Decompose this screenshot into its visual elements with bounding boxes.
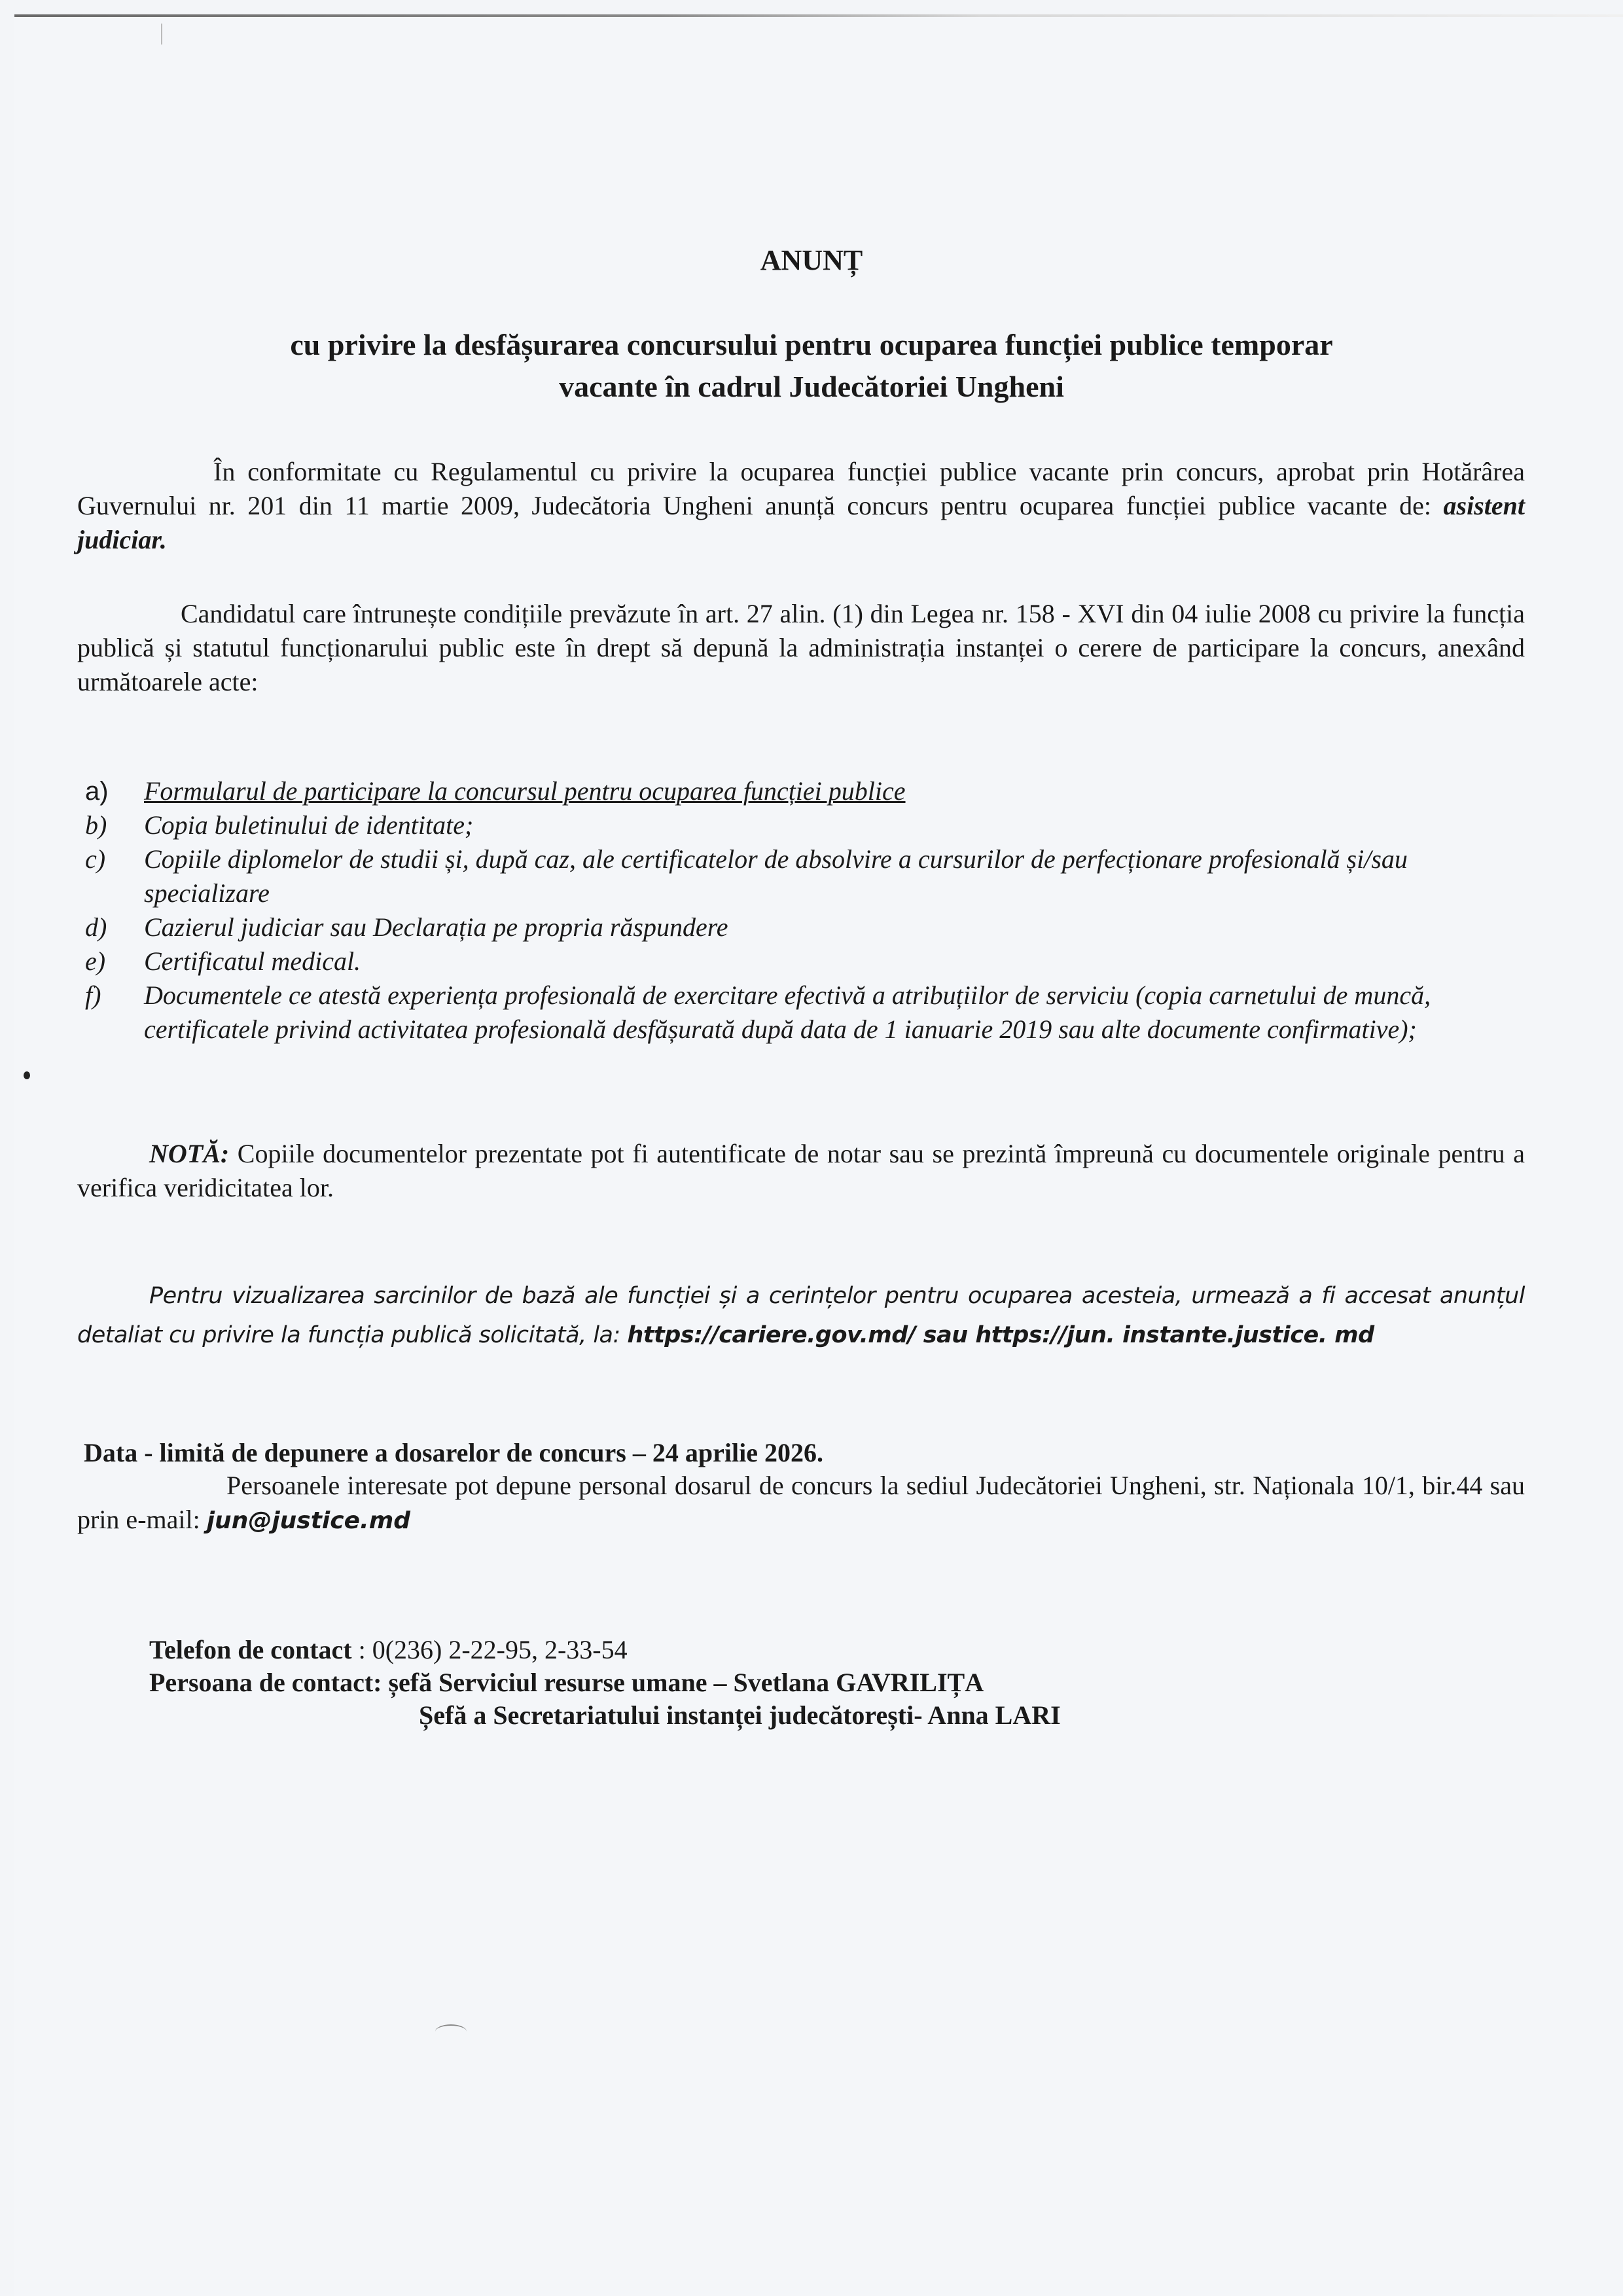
note-text: Copiile documentelor prezentate pot fi autentificate de notar sau se prezintă împreună cu documentele originale pentru a verifica veridicitatea lor. — [77, 1139, 1525, 1202]
participation-form-link[interactable]: Formularul de participare la concursul pentru ocuparea funcției publice — [144, 776, 906, 806]
list-marker: a) — [85, 777, 109, 806]
contact-phone — [149, 1634, 628, 1665]
scan-speck — [24, 1071, 30, 1079]
list-item-text: Copia buletinului de identitate; — [144, 810, 474, 840]
subtitle-line-2: vacante în cadrul Judecătoriei Ungheni — [559, 370, 1064, 403]
position-name: asistent judiciar. — [77, 491, 1525, 554]
list-item — [85, 978, 1525, 1047]
list-item — [85, 910, 1525, 944]
conditions-paragraph: Candidatul care întrunește condițiile prevăzute în art. 27 alin. (1) din Legea nr. 158 - XVI din 04 iulie 2008 cu privire la funcția publică și statutul funcționarului public este în drept să depună la administrația instanței o cerere de participare la concurs, anexând următoarele acte: — [77, 599, 1525, 696]
list-item-text: Certificatul medical. — [144, 946, 361, 976]
contact-label: Persoana de contact: — [149, 1668, 382, 1697]
scan-mark — [161, 24, 162, 45]
list-item — [85, 944, 1525, 978]
intro-paragraph — [77, 455, 1525, 557]
documents-list — [85, 774, 1525, 1047]
submission-text: Persoanele interesate pot depune personal dosarul de concurs la sediul Judecătoriei Ungheni, str. Naționala 10/1, bir.44 sau prin e-mail: — [77, 1471, 1525, 1534]
contact-person-1: șefă Serviciul resurse umane – Svetlana GAVRILIȚA — [382, 1668, 984, 1697]
jun-instante-link[interactable]: https://jun. instante.justice. md — [975, 1322, 1374, 1348]
subtitle-line-1: cu privire la desfășurarea concursului pentru ocuparea funcției publice temporar — [290, 328, 1333, 361]
list-marker: c) — [85, 844, 106, 874]
details-or: sau — [916, 1322, 976, 1348]
list-marker: f) — [85, 980, 101, 1010]
list-item — [85, 842, 1525, 910]
contact-person-hr — [149, 1667, 984, 1698]
submission-deadline: Data - limită de depunere a dosarelor de concurs – 24 aprilie 2026. — [84, 1438, 823, 1467]
document-title: ANUNȚ — [760, 244, 863, 276]
list-item-text: Cazierul judiciar sau Declarația pe propria răspundere — [144, 912, 728, 942]
list-item — [85, 808, 1525, 842]
details-text: Pentru vizualizarea sarcinilor de bază ale funcției și a cerințelor pentru ocuparea acesteia, urmează a fi accesat anunțul detaliat cu privire la funcția publică solicitată, la: — [77, 1283, 1525, 1348]
document-subtitle — [0, 324, 1623, 408]
phone-value: : 0(236) 2-22-95, 2-33-54 — [351, 1635, 628, 1664]
phone-label: Telefon de contact — [149, 1635, 352, 1664]
list-marker: b) — [85, 810, 107, 840]
list-marker: d) — [85, 912, 107, 942]
list-marker: e) — [85, 946, 106, 976]
details-paragraph — [77, 1276, 1525, 1355]
scan-mark-arc — [435, 2024, 467, 2039]
list-item-text: Documentele ce atestă experiența profesională de exercitare efectivă a atribuțiilor de serviciu (copia carnetului de muncă, certificatele privind activitatea profesională desfășurată după data de 1 ianuarie 2019 sau alte documente confirmative); — [144, 980, 1431, 1044]
email-link[interactable]: jun@justice.md — [206, 1507, 410, 1534]
submission-paragraph — [77, 1469, 1525, 1538]
cariere-link[interactable]: https://cariere.gov.md/ — [627, 1322, 916, 1348]
note-paragraph — [77, 1137, 1525, 1205]
intro-text: În conformitate cu Regulamentul cu privire la ocuparea funcției publice vacante prin concurs, aprobat prin Hotărârea Guvernului nr. 201 din 11 martie 2009, Judecătoria Ungheni anunță concurs pentru ocuparea funcției publice vacante de: — [77, 457, 1525, 520]
list-item-text: Copiile diplomelor de studii și, după caz, ale certificatelor de absolvire a cursurilor de perfecționare profesională și/sau specializare — [144, 844, 1408, 908]
note-label: NOTĂ: — [149, 1139, 230, 1168]
list-item — [85, 774, 1525, 808]
contact-person-secretariat: Șefă a Secretariatului instanței judecătorești- Anna LARI — [419, 1700, 1061, 1730]
